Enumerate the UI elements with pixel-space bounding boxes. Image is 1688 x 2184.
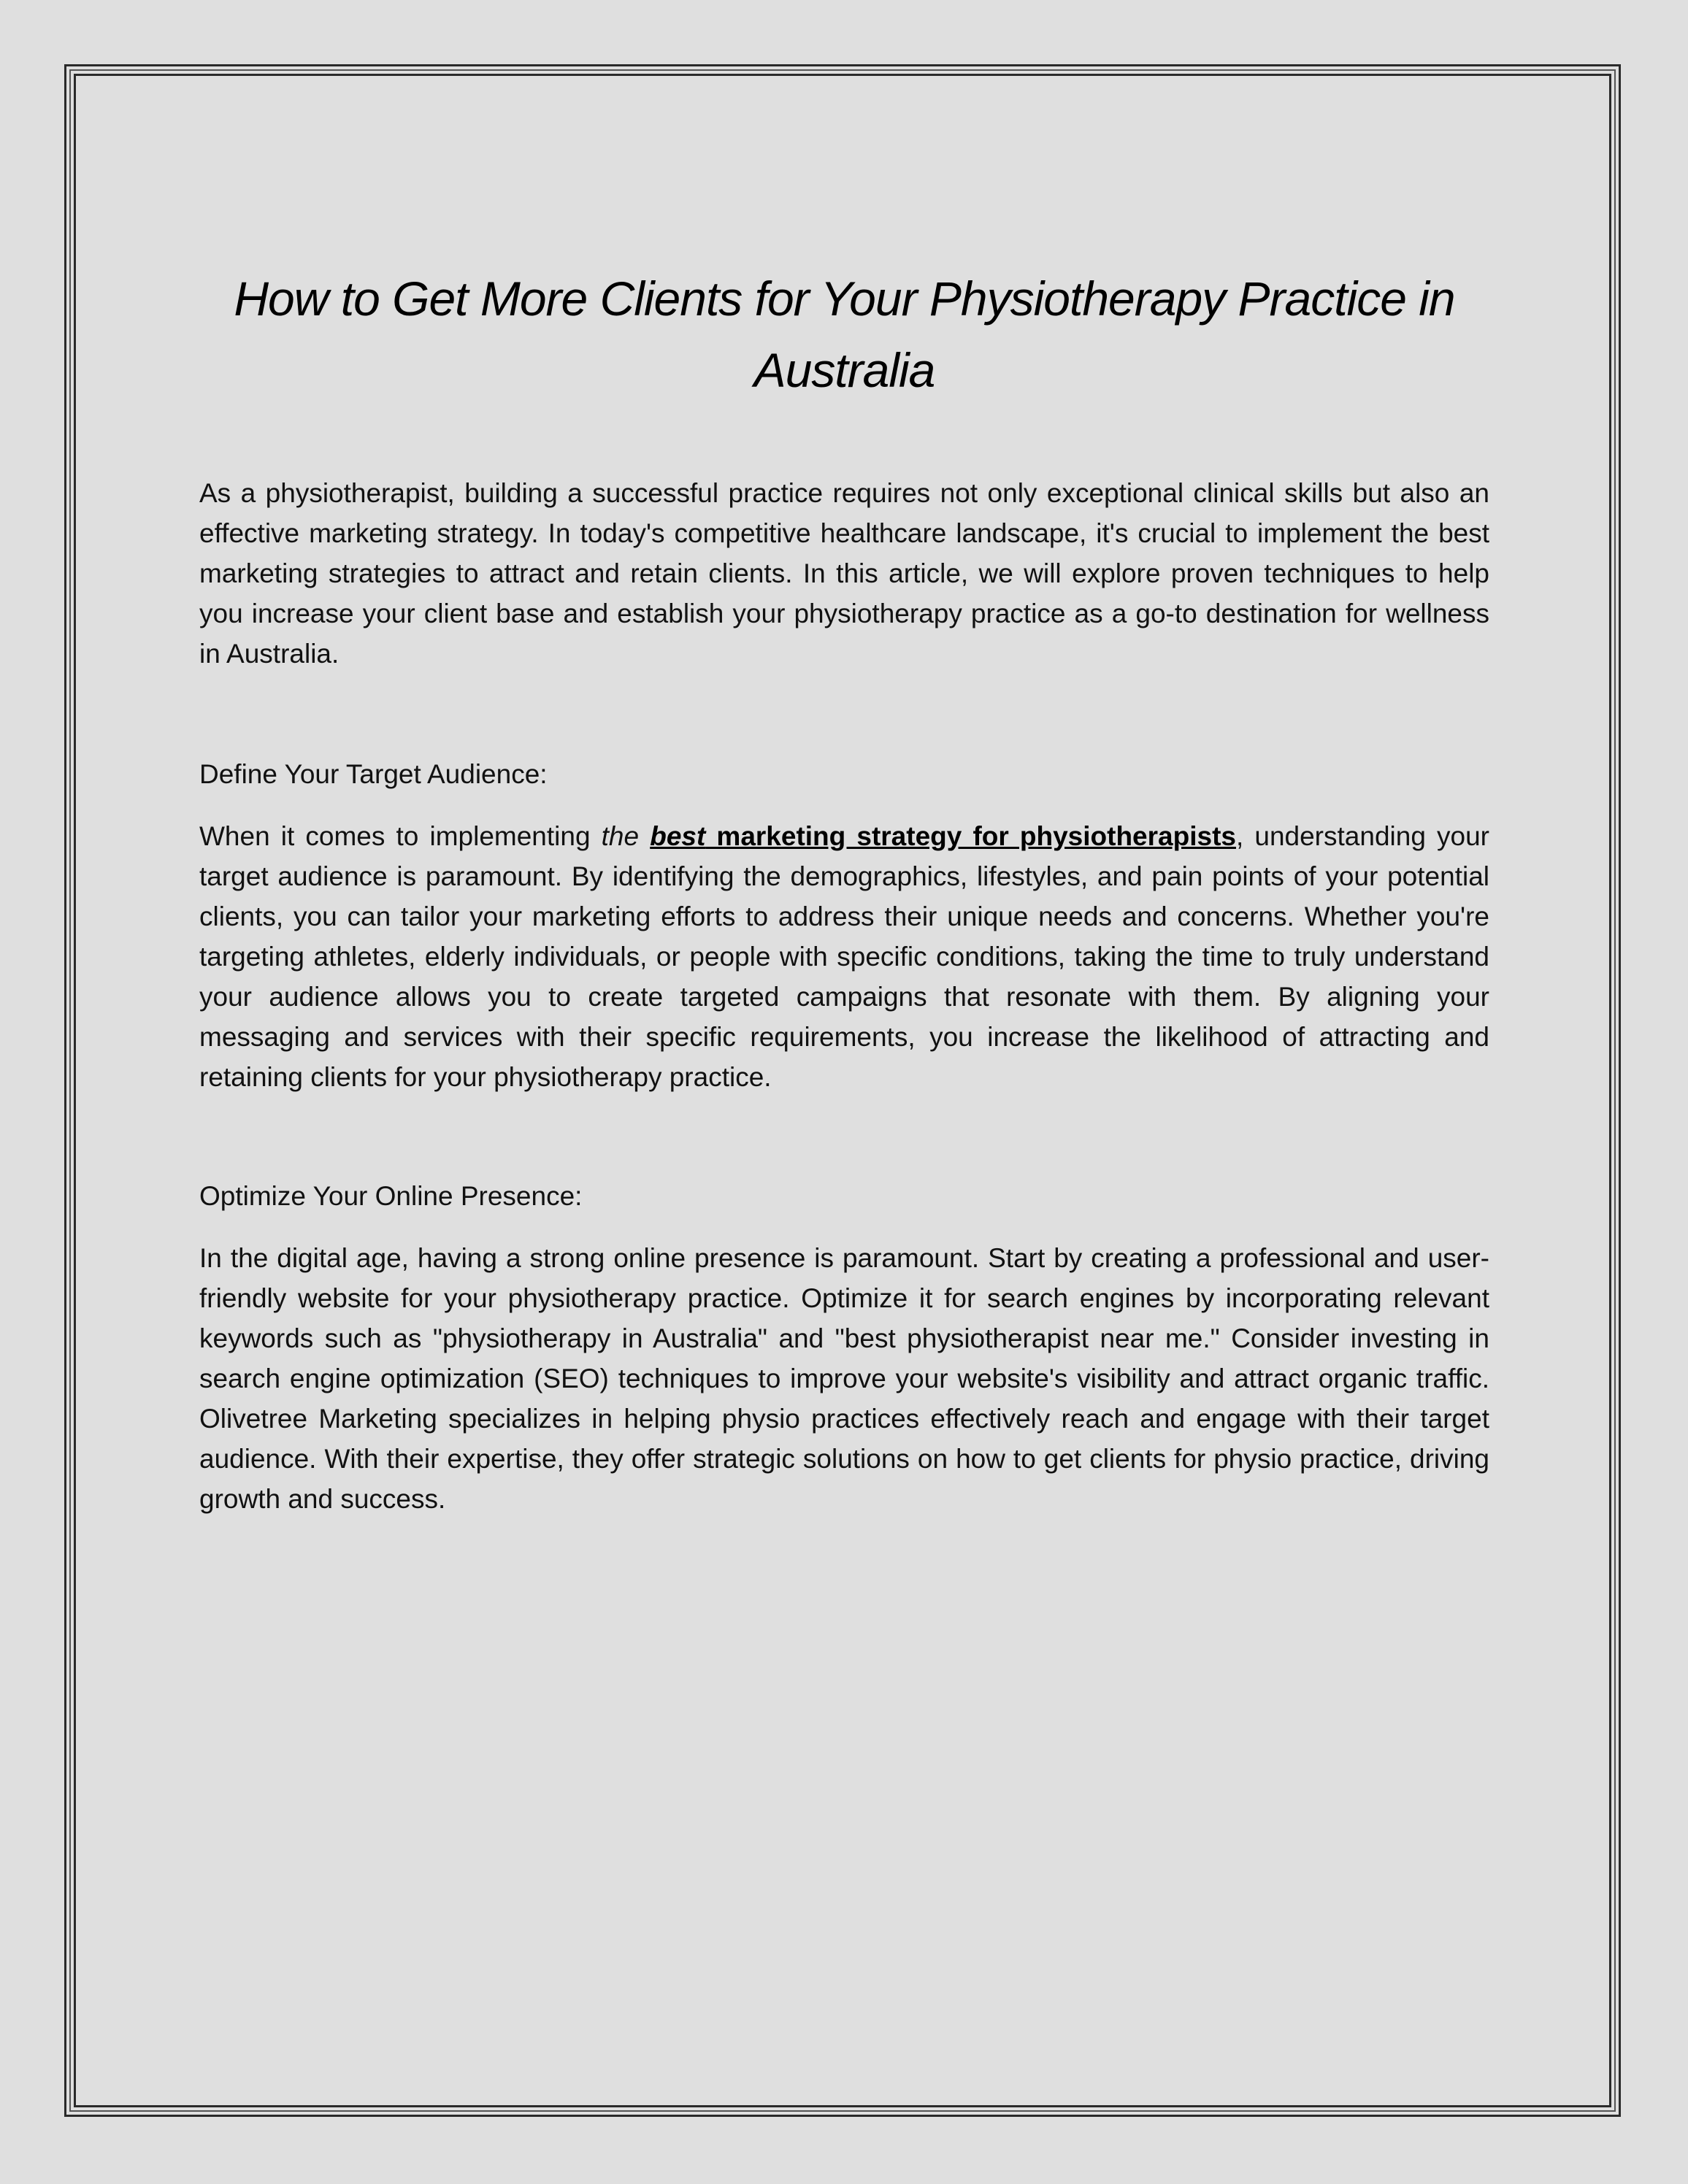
emphasis-text: the — [601, 821, 651, 851]
section-heading-target-audience: Define Your Target Audience: — [199, 759, 548, 789]
marketing-strategy-link[interactable] — [650, 821, 1236, 851]
section-heading-online-presence: Optimize Your Online Presence: — [199, 1181, 583, 1211]
section-paragraph-target-audience — [199, 816, 1489, 1097]
paragraph-lead-text: When it comes to implementing — [199, 821, 602, 851]
document-body — [199, 263, 1489, 1519]
intro-paragraph: As a physiotherapist, building a successful practice requires not only exceptional clinical skills but also an effective marketing strategy. In today's competitive healthcare landscape, it's crucial to implement the best marketing strategies to attract and retain clients. In this article, we will explore proven techniques to help you increase your client base and establish your physiotherapy practice as a go-to destination for wellness in Australia. — [199, 478, 1489, 669]
paragraph-tail-text: , understanding your target audience is paramount. By identifying the demographics, lifestyles, and pain points of your potential clients, you can tailor your marketing efforts to address their unique needs and concerns. Whether you're targeting athletes, elderly individuals, or people with specific conditions, taking the time to truly understand your audience allows you to create targeted campaigns that resonate with them. By aligning your messaging and services with their specific requirements, you increase the likelihood of attracting and retaining clients for your physiotherapy practice. — [199, 821, 1489, 1092]
section-paragraph-online-presence: In the digital age, having a strong online presence is paramount. Start by creating a professional and user-friendly website for your physiotherapy practice. Optimize it for search engines by incorporating relevant keywords such as "physiotherapy in Australia" and "best physiotherapist near me." Consider investing in search engine optimization (SEO) techniques to improve your website's visibility and attract organic traffic. Olivetree Marketing specializes in helping physio practices effectively reach and engage with their target audience. With their expertise, they offer strategic solutions on how to get clients for physio practice, driving growth and success. — [199, 1243, 1489, 1514]
link-text-best: best — [650, 821, 706, 851]
document-title: How to Get More Clients for Your Physiotherapy Practice in Australia — [234, 272, 1455, 397]
link-text-rest: marketing strategy for physiotherapists — [705, 821, 1236, 851]
